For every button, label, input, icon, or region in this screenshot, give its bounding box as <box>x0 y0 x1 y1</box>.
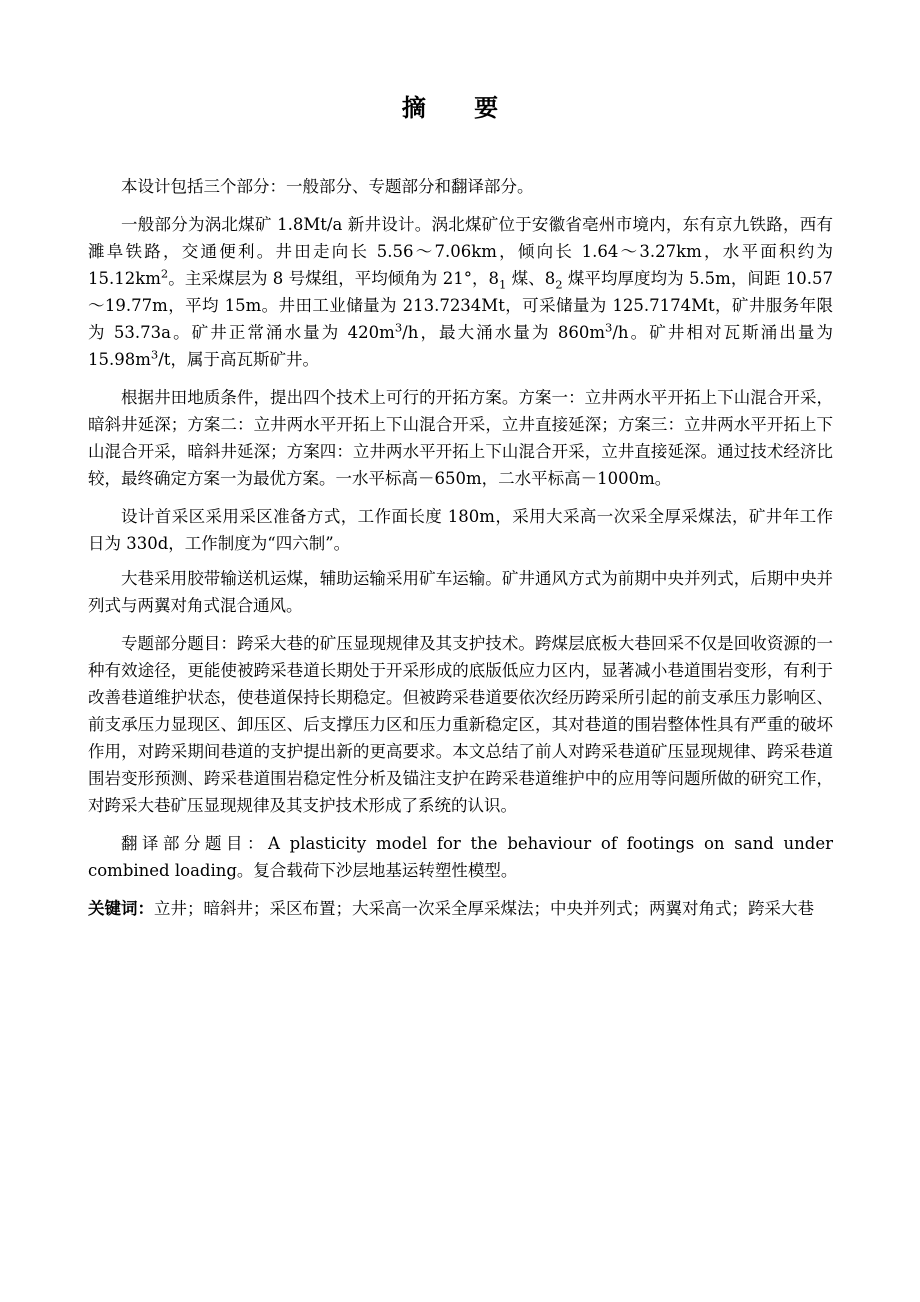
paragraph-special-topic: 专题部分题目：跨采大巷的矿压显现规律及其支护技术。跨煤层底板大巷回采不仅是回收资源的一种有效途径，更能使被跨采巷道长期处于开采形成的底版低应力区内，显著减小巷道围岩变形，有利于改善巷道维护状态，使巷道保持长期稳定。但被跨采巷道要依次经历跨采所引起的前支承压力影响区、前支承压力显现区、卸压区、后支撑压力区和压力重新稳定区，其对巷道的围岩整体性具有严重的破坏作用，对跨采期间巷道的支护提出新的更高要求。本文总结了前人对跨采巷道矿压显现规律、跨采巷道围岩变形预测、跨采巷道围岩稳定性分析及锚注支护在跨采巷道维护中的应用等问题所做的研究工作，对跨采大巷矿压显现规律及其支护技术形成了系统的认识。 <box>88 634 833 815</box>
paragraph-general-part <box>88 211 833 373</box>
text-run: /h，最大涌水量为 860m <box>402 323 606 342</box>
superscript: 3 <box>605 320 613 335</box>
paragraph-overview: 本设计包括三个部分：一般部分、专题部分和翻译部分。 <box>121 177 534 196</box>
text-run: /h。矿井相对瓦斯涌出量为 15.98m <box>88 323 833 369</box>
keywords-label: 关键词： <box>88 899 154 918</box>
text-run: 煤、8 <box>506 269 556 288</box>
keywords-text: 立井；暗斜井；采区布置；大采高一次采全厚采煤法；中央并列式；两翼对角式；跨采大巷 <box>154 899 814 918</box>
paragraph-mining-district: 设计首采区采用采区准备方式，工作面长度 180m，采用大采高一次采全厚采煤法，矿井年工作日为 330d，工作制度为“四六制”。 <box>88 507 833 553</box>
paragraph-translation: 翻译部分题目：A plasticity model for the behaviour of footings on sand under combined loading。复合载荷下沙层地基运转塑性模型。 <box>88 834 833 880</box>
superscript: 3 <box>150 347 159 362</box>
superscript: 3 <box>394 320 403 335</box>
paragraph-development-schemes: 根据井田地质条件，提出四个技术上可行的开拓方案。方案一：立井两水平开拓上下山混合开采，暗斜井延深；方案二：立井两水平开拓上下山混合开采，立井直接延深；方案三：立井两水平开拓上下山混合开采，暗斜井延深；方案四：立井两水平开拓上下山混合开采，立井直接延深。通过技术经济比较，最终确定方案一为最优方案。一水平标高－650m，二水平标高－1000m。 <box>88 388 833 488</box>
text-run: 煤平均厚度均为 5.5m，间距 10.57～19.77m，平均 15m。井田工业储量为 213.7234Mt，可采储量为 125.7174Mt，矿井服务年限为 53.73a。矿井正常涌水量为 420m <box>88 269 833 342</box>
abstract-title: 摘 要 <box>401 93 519 122</box>
paragraph-transport-ventilation: 大巷采用胶带输送机运煤，辅助运输采用矿车运输。矿井通风方式为前期中央并列式，后期中央并列式与两翼对角式混合通风。 <box>88 569 833 615</box>
subscript: 1 <box>499 277 507 292</box>
text-run: 。主采煤层为 8 号煤组，平均倾角为 21°，8 <box>168 269 500 288</box>
keywords-line <box>88 895 833 922</box>
text-run: /t，属于高瓦斯矿井。 <box>158 350 319 369</box>
superscript: 2 <box>160 266 169 281</box>
text-run: 一般部分为涡北煤矿 1.8Mt/a 新井设计。涡北煤矿位于安徽省亳州市境内，东有京九铁路，西有濉阜铁路，交通便利。井田走向长 5.56～7.06km，倾向长 1.64～3.27km，水平面积约为 15.12km <box>88 215 833 288</box>
subscript: 2 <box>555 277 563 292</box>
abstract-body <box>88 173 833 922</box>
